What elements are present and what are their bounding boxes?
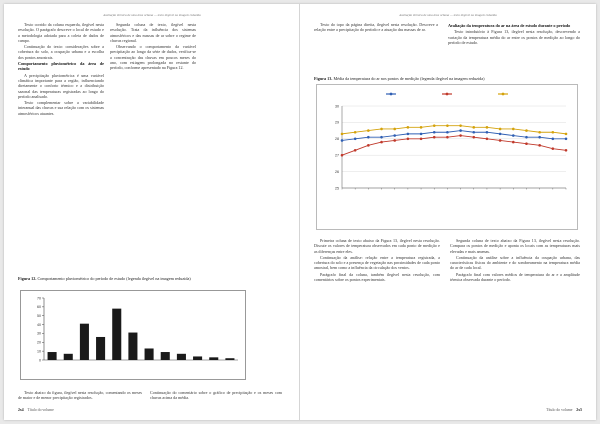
data-point	[512, 128, 515, 131]
bar	[145, 348, 154, 360]
data-point	[472, 136, 475, 139]
right-bottom-col-2	[450, 238, 580, 283]
left-page	[4, 4, 300, 420]
data-point	[354, 138, 357, 141]
data-point	[380, 128, 383, 131]
data-point	[341, 154, 344, 157]
data-point	[459, 124, 462, 127]
y-tick-label: 30	[335, 104, 339, 109]
paragraph: Parágrafo final da coluna, também ilegível nesta resolução, com comentários sobre os pontos experimentais.	[314, 271, 440, 283]
data-point	[407, 138, 410, 141]
legend-marker	[502, 93, 505, 96]
data-point	[380, 136, 383, 139]
data-point	[538, 131, 541, 134]
data-point	[525, 129, 528, 132]
bar	[128, 333, 137, 360]
bar	[48, 352, 57, 360]
data-point	[565, 133, 568, 136]
data-point	[499, 128, 502, 131]
y-tick-label: 20	[37, 340, 41, 345]
data-point	[420, 138, 423, 141]
data-point	[407, 126, 410, 129]
right-running-head: Avaliação térmica de uma área urbana — texto ilegível na imagem reduzida	[399, 13, 497, 17]
data-point	[446, 131, 449, 134]
right-column-2	[448, 22, 580, 46]
data-point	[499, 139, 502, 142]
folio-label: Título do volume	[27, 408, 54, 412]
data-point	[367, 129, 370, 132]
left-bottom-col-2	[150, 390, 282, 402]
folio-label: Título do volume	[546, 408, 573, 412]
bar	[96, 337, 105, 360]
data-point	[525, 136, 528, 139]
figure-13-chart	[316, 84, 578, 230]
y-tick-label: 10	[37, 349, 41, 354]
y-tick-label: 28	[335, 137, 339, 142]
right-column-1	[314, 22, 438, 34]
data-point	[538, 144, 541, 147]
data-point	[472, 126, 475, 129]
paragraph: Texto introdutório à Figura 13, ilegível nesta resolução, descrevendo a variação da temperatura média do ar entre os pontos de medição ao longo do período de estudo.	[448, 29, 580, 45]
left-bottom-col-1	[18, 390, 142, 402]
data-point	[446, 124, 449, 127]
y-tick-label: 26	[335, 169, 339, 174]
y-tick-label: 70	[37, 296, 41, 301]
paragraph: Continuação da análise: relação entre a temperatura registrada, a cobertura do solo e a presença de vegetação nas proximidades de cada ponto amostral, bem como a influência da circulação dos ventos.	[314, 254, 440, 271]
left-column-2	[110, 22, 196, 72]
temperature-line-chart	[316, 84, 578, 230]
legend-marker	[390, 93, 393, 96]
paragraph: Texto abaixo da figura, ilegível nesta resolução, comentando os meses de maior e de menor precipitação registrados.	[18, 390, 142, 401]
figure-12-chart	[20, 290, 246, 380]
data-point	[367, 144, 370, 147]
section-heading: Avaliação da temperatura do ar na área de estudo durante o período	[448, 23, 571, 28]
data-point	[512, 141, 515, 144]
y-tick-label: 29	[335, 120, 339, 125]
paragraph: Segunda coluna de texto, ilegível nesta resolução. Trata da influência dos sistemas atmosféricos e das massas de ar sobre o regime de chuvas regional.	[110, 22, 196, 43]
data-point	[538, 136, 541, 139]
data-point	[446, 136, 449, 139]
y-tick-label: 25	[335, 186, 339, 191]
book-spread	[4, 4, 596, 420]
data-point	[393, 139, 396, 142]
y-tick-label: 60	[37, 305, 41, 310]
figure-label: Figura 12.	[18, 276, 37, 281]
bar	[193, 356, 202, 360]
data-point	[407, 133, 410, 136]
data-point	[341, 133, 344, 136]
precipitation-bar-chart	[20, 290, 246, 380]
figure-label: Figura 13.	[314, 76, 333, 81]
bar	[112, 309, 121, 360]
paragraph: Continuação da análise sobre a influência da ocupação urbana, das características físicas do ambiente e do sombreamento na temperatura média do ar de cada local.	[450, 254, 580, 271]
data-point	[459, 129, 462, 132]
paragraph: A precipitação pluviométrica é uma variável climática importante para a região, influenciando diretamente o conforto térmico e a distribuição sazonal das temperaturas registradas ao longo do período analisado.	[18, 72, 104, 99]
y-tick-label: 0	[39, 358, 41, 363]
data-point	[525, 142, 528, 145]
data-point	[433, 131, 436, 134]
data-point	[472, 131, 475, 134]
left-folio	[18, 408, 54, 413]
page-number: 2x5	[576, 408, 582, 412]
data-point	[393, 134, 396, 137]
data-point	[499, 133, 502, 136]
y-tick-label: 40	[37, 322, 41, 327]
data-point	[552, 131, 555, 134]
data-point	[380, 141, 383, 144]
data-point	[420, 126, 423, 129]
paragraph: Segunda coluna de texto abaixo da Figura 13, ilegível nesta resolução. Compara os pontos de medição e aponta os locais com as temperaturas mais elevadas e mais amenas.	[450, 238, 580, 254]
right-folio	[546, 408, 582, 413]
bar	[161, 352, 170, 360]
paragraph: Primeira coluna de texto abaixo da Figura 13, ilegível nesta resolução. Discute os valores de temperatura observados em cada ponto de medição e as diferenças entre eles.	[314, 238, 440, 254]
data-point	[459, 134, 462, 137]
paragraph: Texto do topo da página direita, ilegível nesta resolução. Descreve a relação entre a precipitação do período e a atuação das massas de ar.	[314, 22, 438, 33]
data-point	[486, 126, 489, 129]
figure-caption-text: Média da temperatura do ar nos pontos de medição (legenda ilegível na imagem reduzida)	[333, 76, 485, 81]
data-point	[433, 136, 436, 139]
paragraph: Parágrafo final com valores médios de temperatura do ar e a amplitude térmica observada durante o período.	[450, 271, 580, 283]
section-heading: Comportamento pluviométrico da área de estudo	[18, 61, 104, 72]
paragraph: Continuação do texto: considerações sobre a cobertura do solo, a ocupação urbana e a escolha dos pontos amostrais.	[18, 44, 104, 60]
data-point	[420, 133, 423, 136]
left-column-1	[18, 22, 104, 117]
data-point	[565, 138, 568, 141]
right-page	[300, 4, 596, 420]
y-tick-label: 50	[37, 314, 41, 319]
bar	[209, 357, 218, 360]
data-point	[341, 139, 344, 142]
left-running-head: Avaliação térmica de uma área urbana — texto ilegível na imagem reduzida	[103, 13, 201, 17]
y-tick-label: 27	[335, 153, 339, 158]
bar	[225, 358, 234, 360]
data-point	[354, 131, 357, 134]
data-point	[552, 138, 555, 141]
figure-12-caption	[18, 276, 280, 281]
data-point	[565, 149, 568, 152]
figure-13-caption	[314, 76, 576, 81]
data-point	[552, 147, 555, 150]
legend-marker	[446, 93, 449, 96]
paragraph: Continuação do comentário sobre o gráfico de precipitação e os meses com chuvas acima da média.	[150, 390, 282, 401]
paragraph: Texto corrido da coluna esquerda, ilegível nesta resolução. O parágrafo descreve o local de estudo e a metodologia adotada para a coleta de dados de campo.	[18, 22, 104, 43]
data-point	[486, 131, 489, 134]
figure-caption-text: Comportamento pluviométrico do período de estudo (legenda ilegível na imagem reduzida)	[37, 276, 191, 281]
data-point	[433, 124, 436, 127]
data-point	[393, 128, 396, 131]
bar	[177, 354, 186, 360]
paragraph: Observando o comportamento da variável precipitação ao longo da série de dados, verifica-se a concentração das chuvas em poucos meses do ano, com estiagem prolongada no restante do período, conforme apresentado na Figura 12.	[110, 44, 196, 71]
data-point	[512, 134, 515, 137]
bar	[80, 324, 89, 360]
y-tick-label: 30	[37, 331, 41, 336]
data-point	[486, 138, 489, 141]
page-number: 2x4	[18, 408, 24, 412]
paragraph: Texto complementar sobre a variabilidade interanual das chuvas e sua relação com os sistemas atmosféricos atuantes.	[18, 100, 104, 116]
right-bottom-col-1	[314, 238, 440, 283]
data-point	[354, 149, 357, 152]
data-point	[367, 136, 370, 139]
bar	[64, 354, 73, 360]
